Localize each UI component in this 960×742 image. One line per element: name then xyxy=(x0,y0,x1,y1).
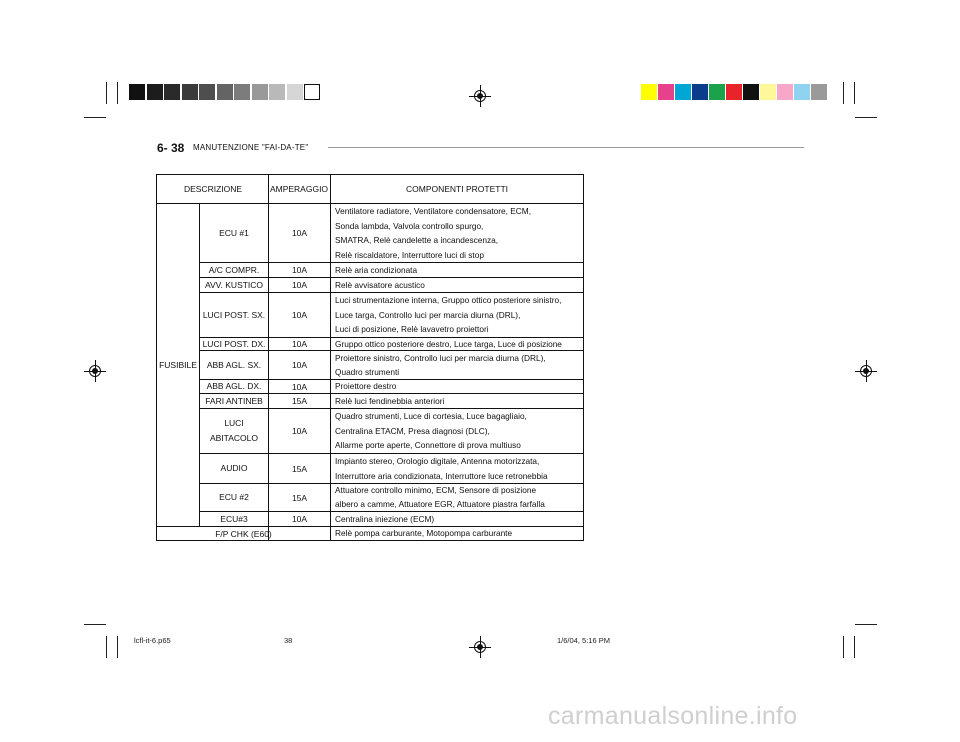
component-line: Quadro strumenti xyxy=(335,367,400,377)
fuse-amperage: 10A xyxy=(291,339,308,349)
component-line: Luci strumentazione interna, Gruppo ottico posteriore sinistro, xyxy=(335,295,562,305)
protected-components xyxy=(335,394,444,408)
header-components: COMPONENTI PROTETTI xyxy=(406,184,508,194)
color-swatch xyxy=(709,84,725,100)
color-swatch xyxy=(743,84,759,100)
component-line: Relè avvisatore acustico xyxy=(335,280,425,290)
component-line: Gruppo ottico posteriore destro, Luce targa, Luce di posizione xyxy=(335,339,562,349)
footer-timestamp: 1/6/04, 5:16 PM xyxy=(557,636,610,645)
color-swatch xyxy=(641,84,657,100)
fuse-amperage: 10A xyxy=(291,514,308,524)
section-title: MANUTENZIONE "FAI-DA-TE" xyxy=(193,143,309,152)
fuse-name: ECU #2 xyxy=(219,492,249,502)
grayscale-swatch xyxy=(164,84,180,100)
fuse-name: ECU#3 xyxy=(220,513,248,524)
component-line: Centralina ETACM, Presa diagnosi (DLC), xyxy=(335,425,490,436)
color-swatch xyxy=(777,84,793,100)
grayscale-swatch xyxy=(234,84,250,100)
component-line: Interruttore aria condizionata, Interruttore luce retronebbia xyxy=(335,470,548,481)
grayscale-swatch xyxy=(304,84,320,100)
protected-components xyxy=(335,454,548,483)
component-line: Attuatore controllo minimo, ECM, Sensore di posizione xyxy=(335,485,537,495)
header-description: DESCRIZIONE xyxy=(183,184,243,194)
registration-mark-bottom xyxy=(469,636,491,658)
protected-components xyxy=(335,338,562,350)
registration-mark-top xyxy=(469,85,491,107)
component-line: Ventilatore radiatore, Ventilatore condensatore, ECM, xyxy=(335,206,532,216)
protected-components xyxy=(335,512,434,526)
fuse-amperage: 15A xyxy=(291,463,308,474)
fuse-amperage: 10A xyxy=(291,360,308,370)
fuse-name: LUCI POST. SX. xyxy=(202,309,266,320)
protected-components xyxy=(335,484,545,511)
fuse-amperage: 10A xyxy=(291,310,308,320)
fuse-name: AVV. KUSTICO xyxy=(204,279,264,290)
header-amperage: AMPERAGGIO xyxy=(269,184,329,194)
component-line: Allarme porte aperte, Connettore di prova multiuso xyxy=(335,440,521,451)
protected-components xyxy=(335,204,531,262)
component-line: Relè aria condizionata xyxy=(335,265,418,275)
footer-filename: lcfl-it-6.p65 xyxy=(134,636,171,645)
grayscale-swatch xyxy=(199,84,215,100)
component-line: Proiettore destro xyxy=(335,381,397,391)
protected-components xyxy=(335,278,425,292)
fuse-amperage: 10A xyxy=(291,265,308,275)
grayscale-swatch xyxy=(269,84,285,100)
color-swatch xyxy=(794,84,810,100)
protected-components xyxy=(335,380,396,393)
fuse-amperage: 15A xyxy=(291,396,308,406)
last-row-name: F/P CHK (E60) xyxy=(215,528,272,539)
fuse-amperage: 10A xyxy=(291,228,308,238)
protected-components xyxy=(335,293,561,337)
component-line: Luci di posizione, Relè lavavetro proiettori xyxy=(335,324,489,335)
grayscale-swatch xyxy=(217,84,233,100)
component-line: Impianto stereo, Orologio digitale, Antenna motorizzata, xyxy=(335,456,540,466)
grayscale-swatch xyxy=(287,84,303,100)
fuse-name: A/C COMPR. xyxy=(208,264,260,275)
fuse-name-line: LUCI xyxy=(224,418,244,428)
footer-page: 38 xyxy=(284,636,293,645)
fuse-name xyxy=(200,409,268,453)
component-line: Sonda lambda, Valvola controllo spurgo, xyxy=(335,220,484,231)
fuse-amperage: 10A xyxy=(291,280,308,290)
color-swatch xyxy=(658,84,674,100)
grayscale-swatch xyxy=(252,84,268,100)
color-swatch xyxy=(811,84,827,100)
header-rule xyxy=(328,147,804,148)
component-line: Centralina iniezione (ECM) xyxy=(335,514,435,524)
fuse-amperage: 10A xyxy=(291,426,308,436)
fuse-name: LUCI POST. DX. xyxy=(202,338,266,349)
watermark: carmanualsonline.info xyxy=(548,702,798,730)
color-swatch xyxy=(726,84,742,100)
registration-mark-right xyxy=(855,360,877,382)
color-swatch xyxy=(692,84,708,100)
component-line: albero a camme, Attuatore EGR, Attuatore piastra farfalla xyxy=(335,498,545,509)
fuse-name: ABB AGL. DX. xyxy=(206,381,262,391)
fuse-name: AUDIO xyxy=(220,463,248,473)
protected-components xyxy=(335,409,527,453)
component-line: Proiettore sinistro, Controllo luci per marcia diurna (DRL), xyxy=(335,353,546,363)
group-label-fusibile: FUSIBILE xyxy=(159,360,197,370)
fuse-amperage: 15A xyxy=(291,492,308,503)
table-line xyxy=(330,174,331,541)
page-number: 6- 38 xyxy=(157,141,185,155)
component-line: Quadro strumenti, Luce di cortesia, Luce bagagliaio, xyxy=(335,411,527,421)
fuse-name-line: ABITACOLO xyxy=(209,433,259,443)
color-swatch xyxy=(675,84,691,100)
component-line: Relè riscaldatore, Interruttore luci di stop xyxy=(335,249,484,260)
fuse-name: ECU #1 xyxy=(219,227,249,238)
component-line: SMATRA, Relè candelette a incandescenza, xyxy=(335,235,499,245)
last-row-components: Relè pompa carburante, Motopompa carburante xyxy=(335,528,513,538)
fuse-name: FARI ANTINEB xyxy=(205,395,263,406)
component-line: Relè luci fendinebbia anteriori xyxy=(335,396,445,406)
color-swatch xyxy=(760,84,776,100)
fuse-name: ABB AGL. SX. xyxy=(206,359,262,370)
registration-mark-left xyxy=(84,360,106,382)
protected-components xyxy=(335,351,546,379)
grayscale-swatch xyxy=(147,84,163,100)
fuse-amperage: 10A xyxy=(291,381,308,392)
component-line: Luce targa, Controllo luci per marcia diurna (DRL), xyxy=(335,309,521,320)
grayscale-swatch xyxy=(182,84,198,100)
grayscale-swatch xyxy=(129,84,145,100)
protected-components xyxy=(335,263,417,277)
